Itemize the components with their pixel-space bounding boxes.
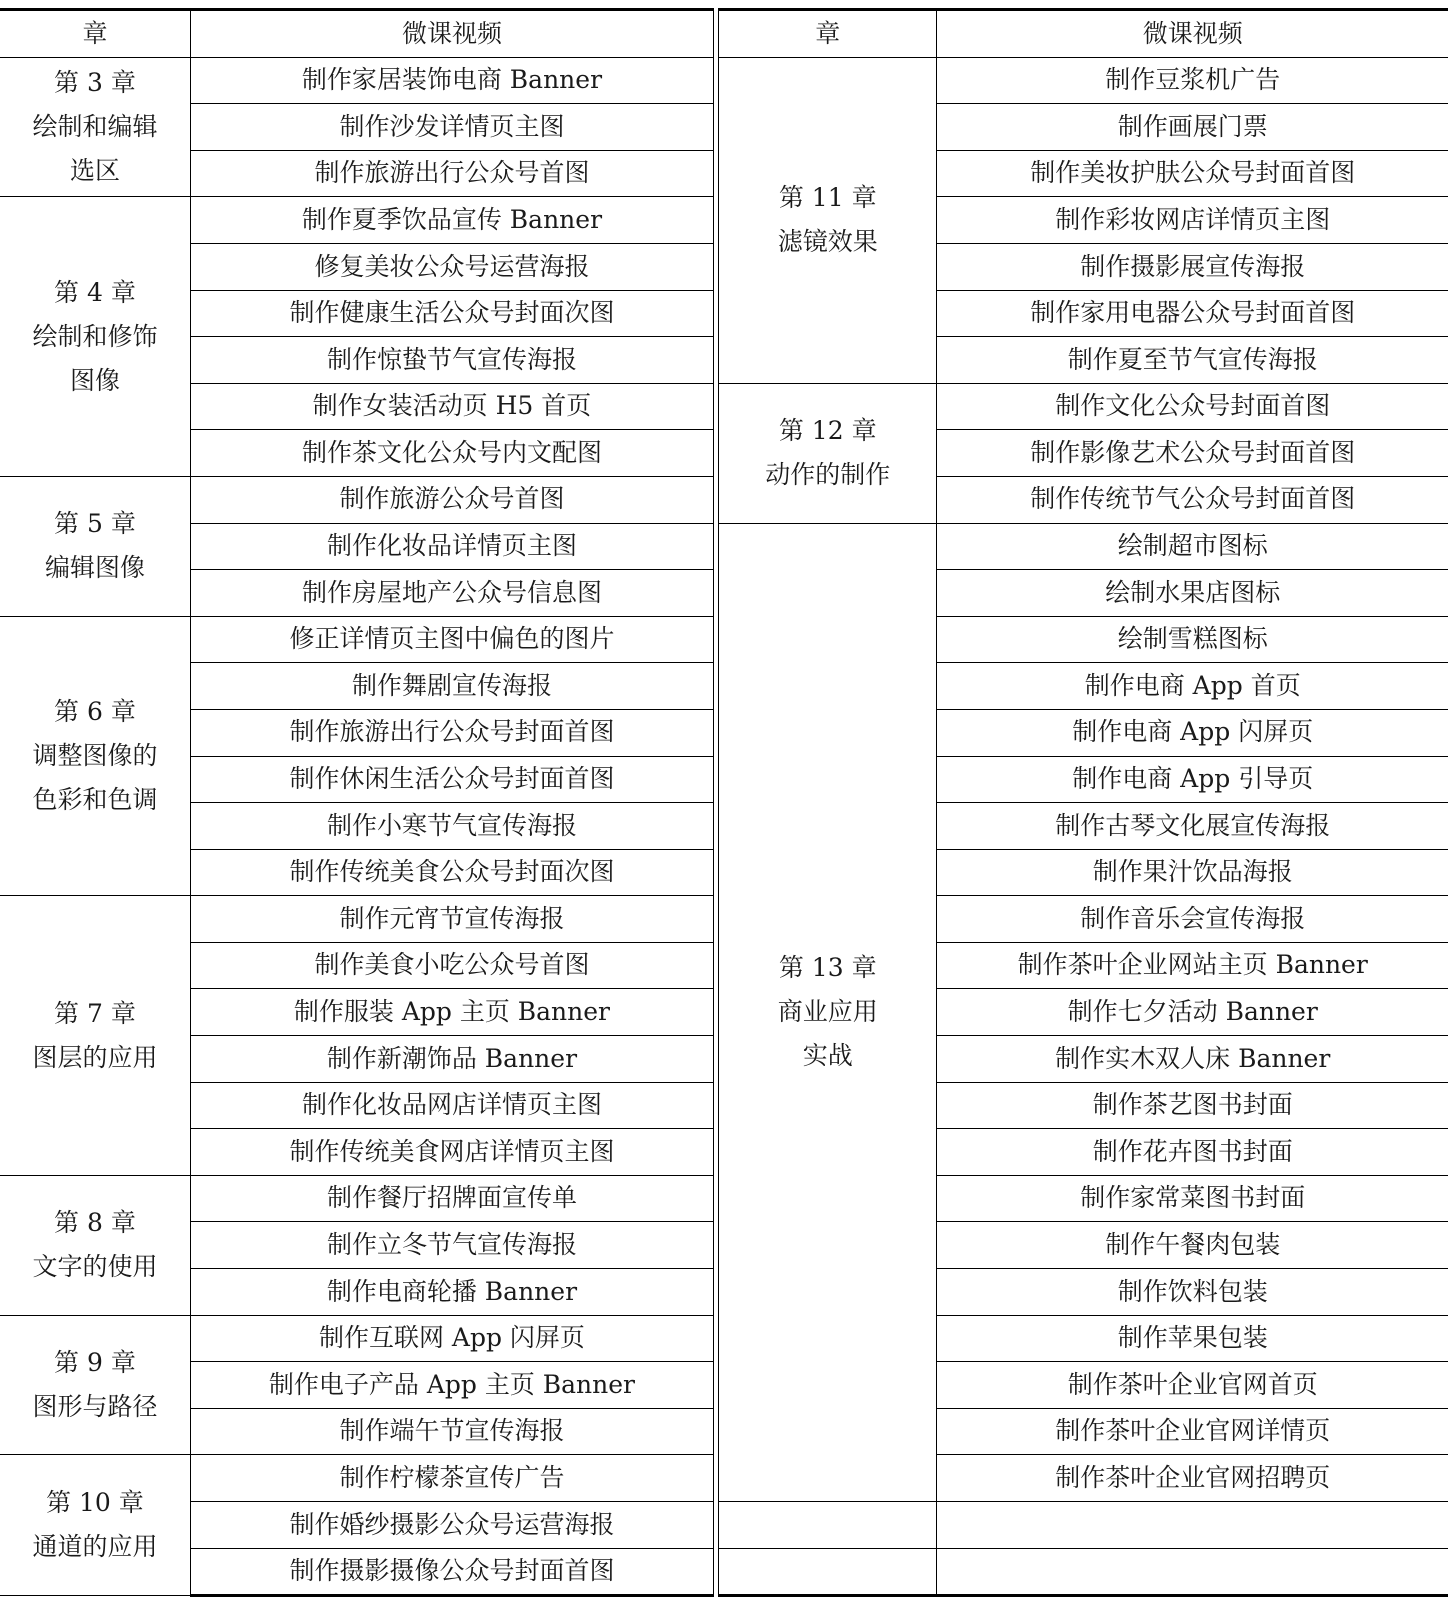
video-title-cell: 制作立冬节气宣传海报	[190, 1222, 713, 1269]
chapter-title-line: 图像	[69, 365, 120, 395]
chapter-cell	[0, 1315, 190, 1455]
video-title-cell: 制作惊蛰节气宣传海报	[190, 337, 713, 384]
video-title-cell: 制作果汁饮品海报	[937, 849, 1448, 896]
right-table-body	[719, 57, 1448, 1596]
empty-row	[719, 1502, 1448, 1549]
empty-row	[719, 1548, 1448, 1596]
video-title-cell: 制作餐厅招牌面宣传单	[190, 1175, 713, 1222]
video-title-cell: 制作旅游公众号首图	[190, 476, 713, 523]
chapter-title-line: 商业应用	[777, 997, 878, 1027]
video-title-cell: 绘制超市图标	[937, 523, 1448, 570]
video-title-cell: 制作化妆品网店详情页主图	[190, 1082, 713, 1129]
video-title-cell: 制作休闲生活公众号封面首图	[190, 756, 713, 803]
chapter-title-line: 色彩和色调	[32, 785, 158, 814]
chapter-cell	[719, 57, 937, 383]
chapter-title-line: 图形与路径	[32, 1392, 158, 1422]
video-title-cell: 绘制雪糕图标	[937, 616, 1448, 663]
video-title-cell: 制作家居装饰电商 Banner	[190, 57, 713, 104]
video-title-cell: 制作柠檬茶宣传广告	[190, 1455, 713, 1502]
left-header-row	[0, 10, 714, 58]
video-title-cell: 修复美妆公众号运营海报	[190, 243, 713, 290]
empty-video-cell	[937, 1502, 1448, 1549]
video-title-cell: 制作家常菜图书封面	[937, 1175, 1448, 1222]
chapter-cell	[719, 383, 937, 523]
table-row	[0, 616, 714, 663]
video-title-cell: 制作服装 App 主页 Banner	[190, 989, 713, 1036]
video-title-cell: 制作元宵节宣传海报	[190, 896, 713, 943]
chapter-cell	[0, 476, 190, 616]
chapter-title-line: 绘制和修饰	[32, 321, 158, 351]
video-title-cell: 制作房屋地产公众号信息图	[190, 570, 713, 617]
chapter-number: 第 6 章	[54, 697, 136, 726]
chapter-cell	[0, 1455, 190, 1596]
video-title-cell: 制作电商 App 首页	[937, 663, 1448, 710]
video-title-cell: 制作美妆护肤公众号封面首图	[937, 150, 1448, 197]
video-header: 微课视频	[190, 10, 713, 58]
video-title-cell: 制作茶叶企业官网详情页	[937, 1408, 1448, 1455]
video-title-cell: 制作茶文化公众号内文配图	[190, 430, 713, 477]
video-title-cell: 制作七夕活动 Banner	[937, 989, 1448, 1036]
video-title-cell: 制作传统美食公众号封面次图	[190, 849, 713, 896]
video-title-cell: 绘制水果店图标	[937, 570, 1448, 617]
empty-chapter-cell	[719, 1502, 937, 1549]
video-title-cell: 制作女装活动页 H5 首页	[190, 383, 713, 430]
video-title-cell: 制作影像艺术公众号封面首图	[937, 430, 1448, 477]
table-row	[0, 197, 714, 244]
right-video-table	[718, 8, 1448, 1597]
chapter-title-line: 实战	[802, 1041, 853, 1071]
table-row	[0, 57, 714, 104]
video-title-cell: 制作传统美食网店详情页主图	[190, 1129, 713, 1176]
chapter-number: 第 7 章	[54, 998, 136, 1028]
chapter-cell	[0, 57, 190, 197]
video-title-cell: 制作婚纱摄影公众号运营海报	[190, 1502, 713, 1549]
video-title-cell: 制作健康生活公众号封面次图	[190, 290, 713, 337]
video-title-cell: 制作端午节宣传海报	[190, 1408, 713, 1455]
chapter-title-line: 绘制和编辑	[32, 111, 158, 141]
empty-chapter-cell	[719, 1548, 937, 1596]
chapter-title-line: 动作的制作	[765, 460, 891, 490]
chapter-number: 第 8 章	[54, 1208, 136, 1238]
video-title-cell: 制作家用电器公众号封面首图	[937, 290, 1448, 337]
video-title-cell: 制作豆浆机广告	[937, 57, 1448, 104]
video-title-cell: 制作摄影摄像公众号封面首图	[190, 1548, 713, 1596]
chapter-cell	[0, 896, 190, 1176]
video-title-cell: 制作化妆品详情页主图	[190, 523, 713, 570]
chapter-header: 章	[0, 10, 190, 58]
video-title-cell: 制作沙发详情页主图	[190, 104, 713, 151]
chapter-title-line: 图层的应用	[32, 1042, 158, 1072]
chapter-title-line: 滤镜效果	[777, 227, 878, 257]
chapter-number: 第 13 章	[778, 953, 877, 983]
video-title-cell: 制作音乐会宣传海报	[937, 896, 1448, 943]
chapter-number: 第 4 章	[54, 277, 136, 307]
chapter-number: 第 12 章	[778, 416, 877, 446]
left-video-table	[0, 8, 714, 1597]
table-row	[719, 383, 1448, 430]
chapter-header: 章	[719, 10, 937, 58]
video-title-cell: 修正详情页主图中偏色的图片	[190, 616, 713, 663]
video-title-cell: 制作美食小吃公众号首图	[190, 942, 713, 989]
video-title-cell: 制作新潮饰品 Banner	[190, 1036, 713, 1083]
video-title-cell: 制作茶艺图书封面	[937, 1082, 1448, 1129]
video-title-cell: 制作旅游出行公众号首图	[190, 150, 713, 197]
chapter-number: 第 9 章	[54, 1348, 136, 1378]
video-title-cell: 制作电商轮播 Banner	[190, 1269, 713, 1316]
video-title-cell: 制作夏季饮品宣传 Banner	[190, 197, 713, 244]
chapter-cell	[0, 1175, 190, 1315]
empty-video-cell	[937, 1548, 1448, 1596]
chapter-cell	[719, 523, 937, 1501]
table-row	[0, 1175, 714, 1222]
chapter-number: 第 3 章	[54, 67, 136, 97]
chapter-cell	[0, 616, 190, 896]
table-row	[0, 1315, 714, 1362]
video-title-cell: 制作古琴文化展宣传海报	[937, 803, 1448, 850]
chapter-title-line: 文字的使用	[32, 1252, 158, 1282]
left-table-body	[0, 57, 714, 1596]
chapter-title-line: 通道的应用	[32, 1532, 158, 1562]
chapter-title-line: 编辑图像	[44, 553, 145, 583]
video-title-cell: 制作摄影展宣传海报	[937, 243, 1448, 290]
video-title-cell: 制作传统节气公众号封面首图	[937, 476, 1448, 523]
table-row	[719, 57, 1448, 104]
video-title-cell: 制作茶叶企业官网招聘页	[937, 1455, 1448, 1502]
video-title-cell: 制作旅游出行公众号封面首图	[190, 709, 713, 756]
chapter-number: 第 11 章	[778, 183, 877, 213]
video-title-cell: 制作彩妆网店详情页主图	[937, 197, 1448, 244]
video-title-cell: 制作文化公众号封面首图	[937, 383, 1448, 430]
video-header: 微课视频	[937, 10, 1448, 58]
table-row	[0, 896, 714, 943]
chapter-title-line: 选区	[69, 155, 120, 185]
video-title-cell: 制作茶叶企业网站主页 Banner	[937, 942, 1448, 989]
table-row	[0, 1455, 714, 1502]
table-row	[719, 523, 1448, 570]
chapter-title-line: 调整图像的	[32, 741, 158, 770]
video-title-cell: 制作画展门票	[937, 104, 1448, 151]
chapter-cell	[0, 197, 190, 477]
video-title-cell: 制作电商 App 引导页	[937, 756, 1448, 803]
video-title-cell: 制作小寒节气宣传海报	[190, 803, 713, 850]
video-title-cell: 制作舞剧宣传海报	[190, 663, 713, 710]
chapter-number: 第 10 章	[46, 1488, 144, 1518]
video-title-cell: 制作电子产品 App 主页 Banner	[190, 1362, 713, 1409]
video-title-cell: 制作午餐肉包装	[937, 1222, 1448, 1269]
chapter-number: 第 5 章	[54, 509, 136, 539]
table-row	[0, 476, 714, 523]
right-header-row	[719, 10, 1448, 58]
video-title-cell: 制作饮料包装	[937, 1269, 1448, 1316]
video-title-cell: 制作花卉图书封面	[937, 1129, 1448, 1176]
video-title-cell: 制作电商 App 闪屏页	[937, 709, 1448, 756]
video-title-cell: 制作茶叶企业官网首页	[937, 1362, 1448, 1409]
video-title-cell: 制作夏至节气宣传海报	[937, 337, 1448, 384]
video-title-cell: 制作实木双人床 Banner	[937, 1036, 1448, 1083]
video-title-cell: 制作互联网 App 闪屏页	[190, 1315, 713, 1362]
video-title-cell: 制作苹果包装	[937, 1315, 1448, 1362]
